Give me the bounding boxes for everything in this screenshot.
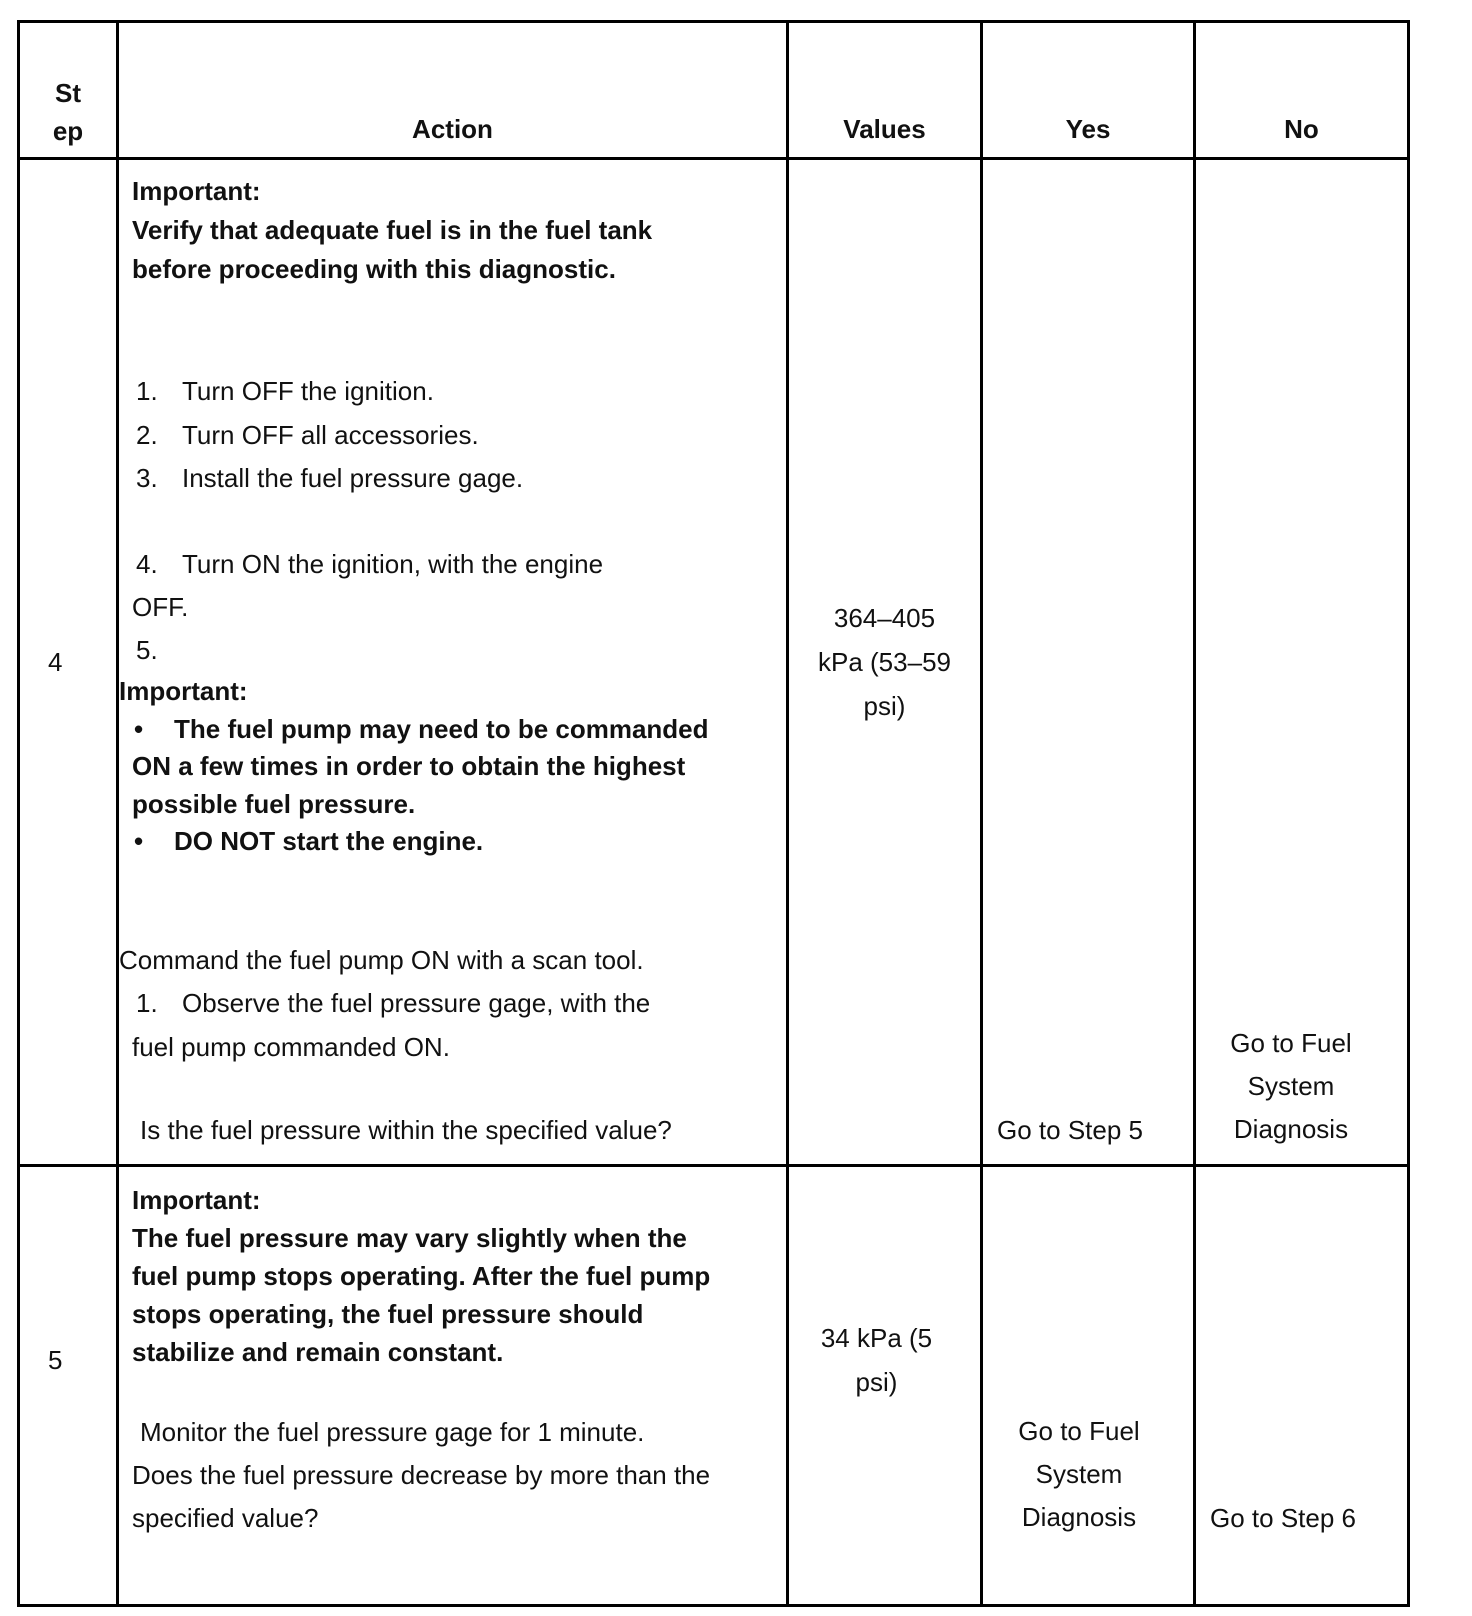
values-cell: 34 kPa (5 psi) xyxy=(820,1323,933,1397)
question-text: Does the fuel pressure decrease by more than the xyxy=(132,1460,711,1490)
grid-line xyxy=(17,1164,1410,1167)
no-cell: Go to Step 6 xyxy=(1210,1503,1356,1533)
yes-cell: Go to Step 5 xyxy=(997,1115,1143,1145)
list-item: 1. Observe the fuel pressure gage, with the xyxy=(136,988,651,1018)
grid-line xyxy=(17,20,20,1607)
question-text: specified value? xyxy=(132,1503,319,1533)
grid-line xyxy=(17,1604,1410,1607)
header-action: Action xyxy=(412,114,493,144)
grid-line xyxy=(980,20,983,1607)
list-item-continuation: fuel pump commanded ON. xyxy=(132,1032,450,1062)
bullet-icon: • xyxy=(134,714,144,744)
list-item: 4. Turn ON the ignition, with the engine xyxy=(136,549,604,579)
grid-line xyxy=(1407,20,1410,1607)
header-step: St ep xyxy=(52,78,84,146)
question-text: Is the fuel pressure within the specified value? xyxy=(140,1115,672,1145)
header-yes: Yes xyxy=(1065,114,1111,144)
no-cell: Go to Fuel System Diagnosis xyxy=(1230,1028,1352,1144)
bullet-item: • DO NOT start the engine. xyxy=(134,826,484,856)
bullet-item: • The fuel pump may need to be commanded xyxy=(134,714,709,744)
list-item-continuation: OFF. xyxy=(132,592,189,622)
important-note: Important: Verify that adequate fuel is in the fuel tank before proceeding with this diagnostic. xyxy=(132,176,653,284)
command-text: Command the fuel pump ON with a scan tool. xyxy=(119,945,644,975)
monitor-text: Monitor the fuel pressure gage for 1 minute. xyxy=(140,1417,645,1447)
bullet-continuation: ON a few times in order to obtain the highest xyxy=(132,751,686,781)
header-values: Values xyxy=(843,114,926,144)
step-number: 5 xyxy=(48,1345,63,1375)
step-number: 4 xyxy=(48,647,63,677)
grid-line xyxy=(116,20,119,1607)
header-no: No xyxy=(1284,114,1319,144)
list-item: 3. Install the fuel pressure gage. xyxy=(136,463,524,493)
grid-line xyxy=(17,20,1410,23)
important-label: Important: xyxy=(119,676,248,706)
grid-line xyxy=(17,157,1410,160)
bullet-icon: • xyxy=(134,826,144,856)
bullet-continuation: possible fuel pressure. xyxy=(132,789,416,819)
yes-cell: Go to Fuel System Diagnosis xyxy=(1018,1416,1140,1532)
list-item: 5. xyxy=(136,635,158,665)
important-note: Important: The fuel pressure may vary slightly when the fuel pump stops operating. After the fuel pump stops operating, the fuel pressure should stabilize and remain constant. xyxy=(132,1185,711,1367)
grid-line xyxy=(1193,20,1196,1607)
list-item: 1. Turn OFF the ignition. xyxy=(136,376,434,406)
values-cell: 364–405 kPa (53–59 psi) xyxy=(818,603,951,721)
list-item: 2. Turn OFF all accessories. xyxy=(136,420,479,450)
